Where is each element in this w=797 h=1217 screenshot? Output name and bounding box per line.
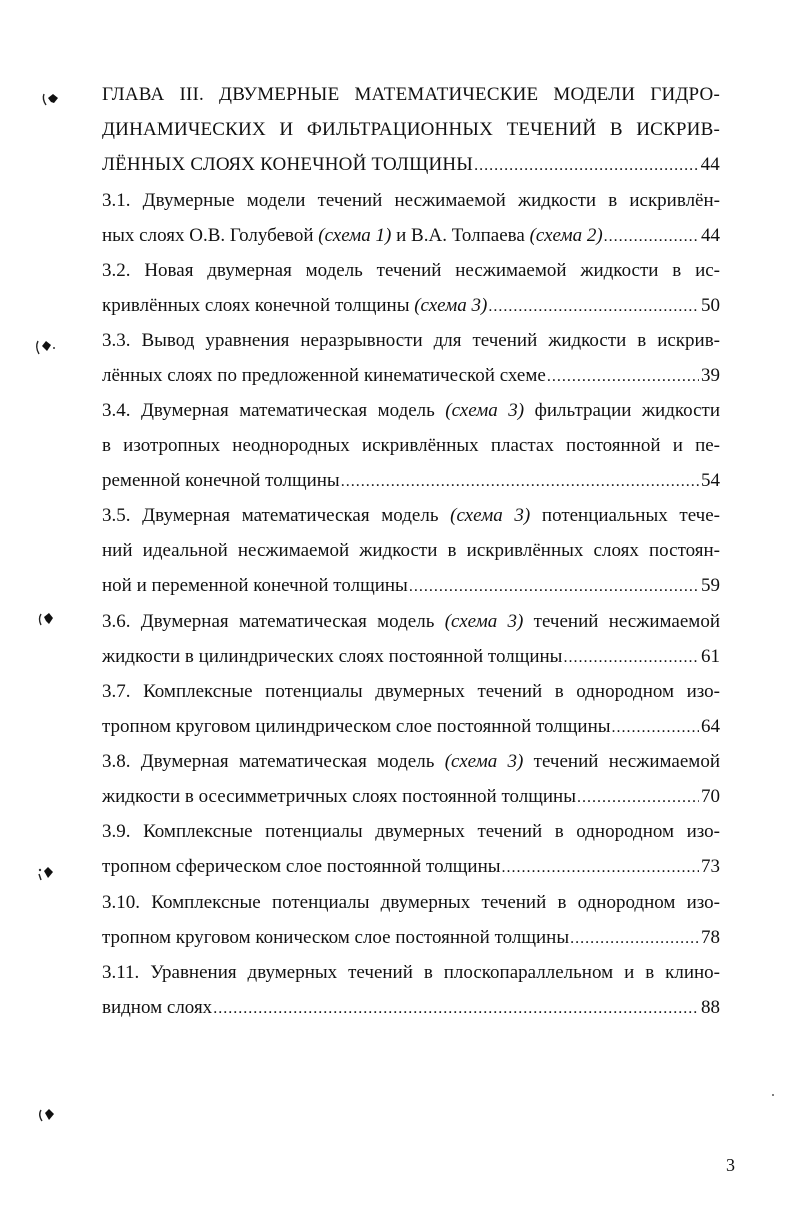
toc-entry-text: видном слоях [102, 997, 213, 1018]
toc-page-number: 44 [701, 225, 720, 246]
toc-entry-text: кривлённых слоях конечной толщины (схема 3) [102, 295, 488, 316]
toc-entry-3-10-line-1: 3.10. Комплексные потенциалы двумерных течений в однородном изо- [102, 892, 720, 913]
toc-page-number: 39 [701, 365, 720, 386]
chapter-title-text: ЛЁННЫХ СЛОЯХ КОНЕЧНОЙ ТОЛЩИНЫ [102, 154, 474, 175]
toc-entry-3-8-line-1: 3.8. Двумерная математическая модель (схема 3) течений несжимаемой [102, 751, 720, 772]
toc-entry-3-1-line-1: 3.1. Двумерные модели течений несжимаемой жидкости в искривлён- [102, 190, 720, 211]
scheme-label: (схема 1) [318, 225, 392, 246]
toc-entry-3-6-line-2 [102, 640, 720, 674]
toc-page-number: 50 [701, 295, 720, 316]
scheme-label: (схема 2) [529, 225, 603, 246]
toc-entry-3-2-line-1: 3.2. Новая двумерная модель течений несжимаемой жидкости в ис- [102, 260, 720, 281]
binding-hole-icon [35, 862, 57, 884]
page-number: 3 [726, 1155, 735, 1175]
toc-entry-text: тропном круговом цилиндрическом слое постоянной толщины [102, 716, 611, 737]
dot-leader [213, 992, 699, 1026]
binding-hole-icon [36, 609, 58, 631]
toc-entry-3-9-line-1: 3.9. Комплексные потенциалы двумерных течений в однородном изо- [102, 821, 720, 842]
dot-leader [409, 570, 699, 604]
toc-page-number: 59 [701, 575, 720, 596]
binding-hole-icon [36, 1104, 58, 1126]
toc-entry-text: ременной конечной толщины [102, 470, 340, 491]
chapter-title-line-2: ДИНАМИЧЕСКИХ И ФИЛЬТРАЦИОННЫХ ТЕЧЕНИЙ В ИСКРИВ- [102, 119, 720, 140]
toc-entry-3-9-line-2 [102, 850, 720, 884]
chapter-title-line-1: ГЛАВА III. ДВУМЕРНЫЕ МАТЕМАТИЧЕСКИЕ МОДЕЛИ ГИДРО- [102, 84, 720, 105]
toc-page-number: 78 [701, 927, 720, 948]
toc-entry-3-5-line-2: ний идеальной несжимаемой жидкости в искривлённых слоях постоян- [102, 540, 720, 561]
dot-leader [341, 465, 699, 499]
toc-entry-3-10-line-2 [102, 921, 720, 955]
toc-page-number: 70 [701, 786, 720, 807]
toc-entry-3-5-line-1: 3.5. Двумерная математическая модель (схема 3) потенциальных тече- [102, 505, 720, 526]
toc-entry-text: тропном круговом коническом слое постоянной толщины [102, 927, 570, 948]
toc-page-number: 64 [701, 716, 720, 737]
toc-entry-text: лённых слоях по предложенной кинематической схеме [102, 365, 546, 386]
dot-leader [547, 360, 699, 394]
toc-entry-text: жидкости в цилиндрических слоях постоянной толщины [102, 646, 563, 667]
chapter-title-line-3 [102, 148, 720, 182]
toc-entry-3-7-line-1: 3.7. Комплексные потенциалы двумерных течений в однородном изо- [102, 681, 720, 702]
toc-entry-3-4-line-1: 3.4. Двумерная математическая модель (схема 3) фильтрации жидкости [102, 400, 721, 421]
toc-entry-3-7-line-2 [102, 710, 720, 744]
toc-entry-text: жидкости в осесимметричных слоях постоянной толщины [102, 786, 576, 807]
toc-entry-text: ных слоях О.В. Голубевой (схема 1) и В.А. Толпаева (схема 2) [102, 225, 603, 246]
scheme-label: (схема 3) [444, 751, 524, 772]
scheme-label: (схема 3) [414, 295, 488, 316]
toc-page-number: 88 [701, 997, 720, 1018]
chapter-page-number: 44 [700, 154, 720, 175]
toc-entry-3-6-line-1: 3.6. Двумерная математическая модель (схема 3) течений несжимаемой [102, 611, 720, 632]
dot-leader [570, 922, 699, 956]
toc-entry-3-8-line-2 [102, 780, 720, 814]
scheme-label: (схема 3) [445, 400, 525, 421]
toc-entry-3-5-line-3 [102, 569, 720, 603]
toc-entry-3-3-line-1: 3.3. Вывод уравнения неразрывности для течений жидкости в искрив- [102, 330, 720, 351]
toc-entry-3-4-line-3 [102, 464, 720, 498]
toc-page-number: 61 [701, 646, 720, 667]
dot-leader [612, 711, 699, 745]
toc-entry-text: ной и переменной конечной толщины [102, 575, 408, 596]
toc-entry-3-11-line-2 [102, 991, 720, 1025]
toc-page-number: 54 [701, 470, 720, 491]
toc-entry-3-2-line-2 [102, 289, 720, 323]
toc-entry-text: тропном сферическом слое постоянной толщины [102, 856, 501, 877]
toc-entry-3-3-line-2 [102, 359, 720, 393]
scheme-label: (схема 3) [444, 611, 524, 632]
binding-hole-icon [40, 88, 62, 110]
dot-leader [604, 220, 699, 254]
toc-entry-3-11-line-1: 3.11. Уравнения двумерных течений в плоскопараллельном и в клино- [102, 962, 720, 983]
scan-speck [772, 1094, 774, 1096]
toc-entry-3-1-line-2 [102, 219, 720, 253]
toc-page-number: 73 [701, 856, 720, 877]
dot-leader [577, 781, 699, 815]
scheme-label: (схема 3) [450, 505, 531, 526]
toc-entry-3-4-line-2: в изотропных неоднородных искривлённых пластах постоянной и пе- [102, 435, 720, 456]
dot-leader [563, 641, 699, 675]
dot-leader [502, 851, 699, 885]
dot-leader [488, 290, 699, 324]
dot-leader [474, 149, 699, 183]
binding-hole-icon [34, 336, 56, 358]
